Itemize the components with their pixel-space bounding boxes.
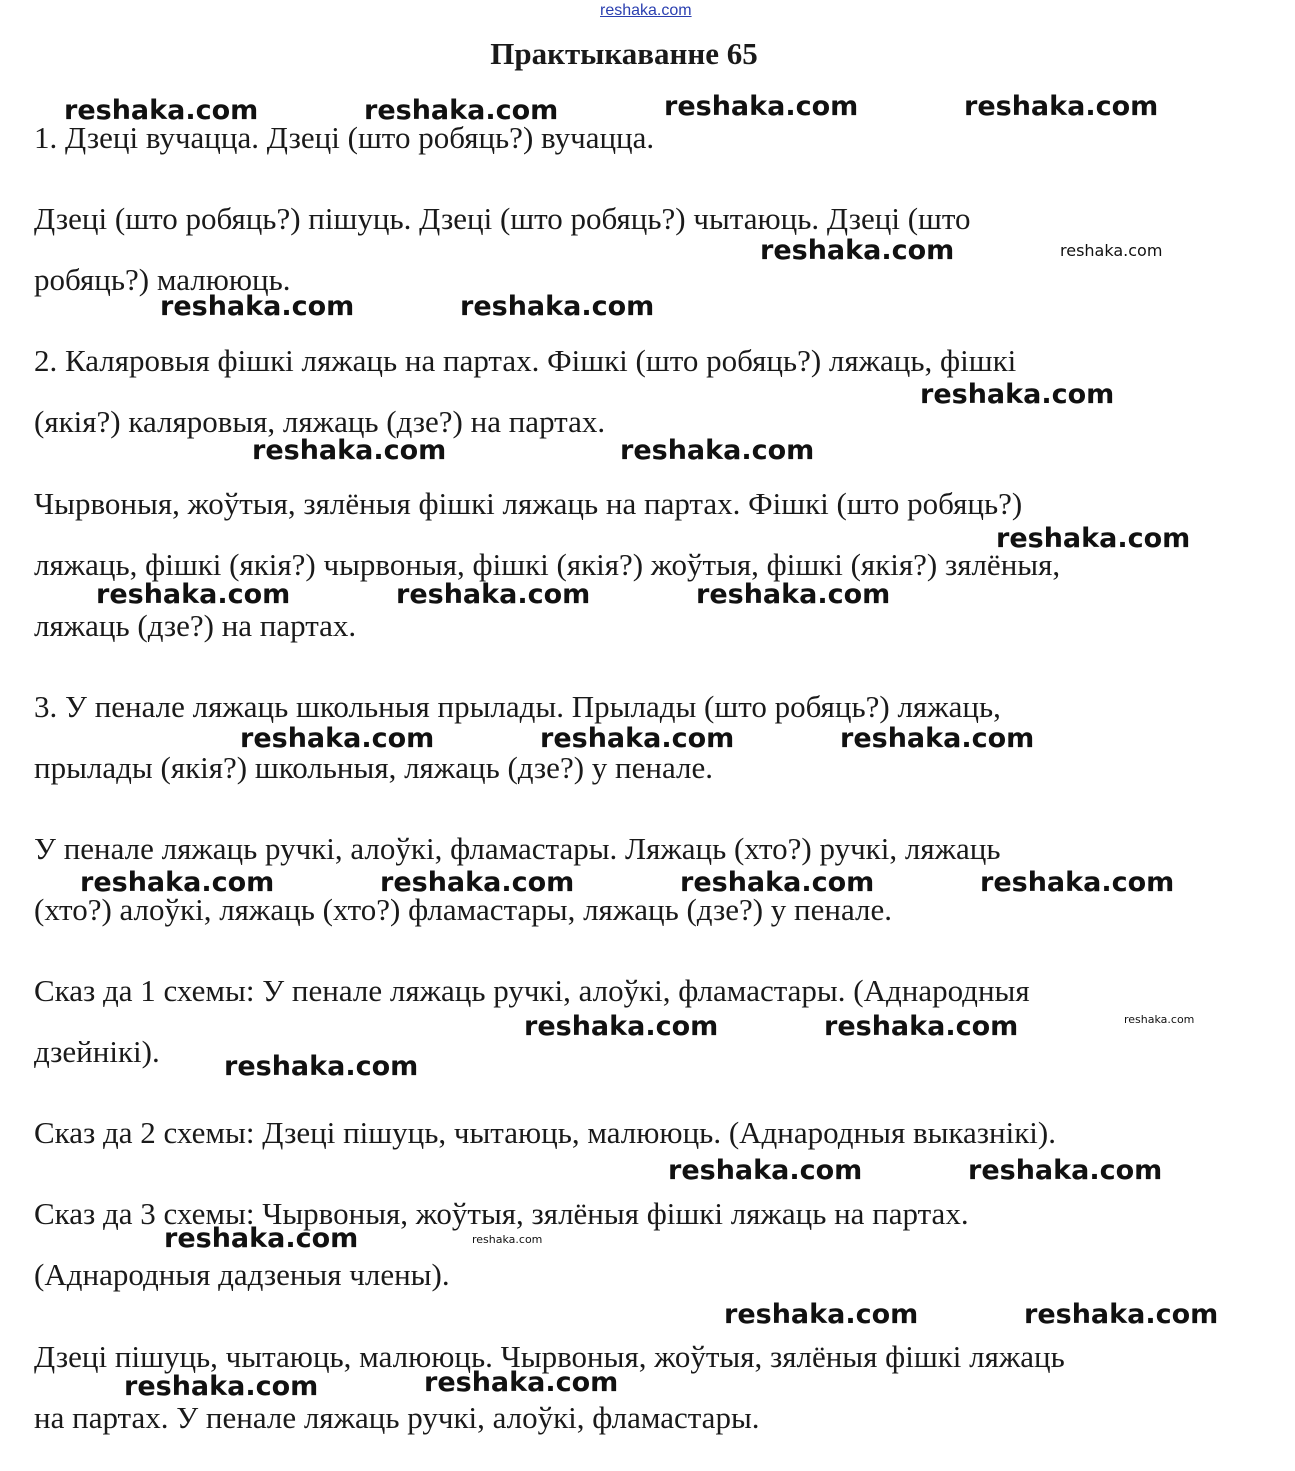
text-line-6: Чырвоныя, жоўтыя, зялёныя фішкі ляжаць на партах. Фішкі (што робяць?) bbox=[34, 486, 1023, 521]
text-line-13: Сказ да 1 схемы: У пенале ляжаць ручкі, алоўкі, фламастары. (Аднародныя bbox=[34, 973, 1030, 1008]
watermark: reshaka.com bbox=[460, 291, 655, 322]
watermark: reshaka.com bbox=[64, 95, 259, 126]
watermark: reshaka.com bbox=[252, 435, 447, 466]
watermark: reshaka.com bbox=[364, 95, 559, 126]
watermark: reshaka.com bbox=[668, 1155, 863, 1186]
text-line-10: прылады (якія?) школьныя, ляжаць (дзе?) у пенале. bbox=[34, 750, 713, 785]
site-mark[interactable]: reshaka.com bbox=[600, 2, 692, 19]
text-line-17: (Аднародныя дадзеныя члены). bbox=[34, 1257, 450, 1292]
watermark: reshaka.com bbox=[724, 1299, 919, 1330]
watermark: reshaka.com bbox=[968, 1155, 1163, 1186]
watermark: reshaka.com bbox=[760, 235, 955, 266]
watermark: reshaka.com bbox=[224, 1051, 419, 1082]
watermark: reshaka.com bbox=[824, 1011, 1019, 1042]
watermark: reshaka.com bbox=[380, 867, 575, 898]
text-line-19: на партах. У пенале ляжаць ручкі, алоўкі, фламастары. bbox=[34, 1400, 760, 1435]
watermark: reshaka.com bbox=[424, 1367, 619, 1398]
text-line-15: Сказ да 2 схемы: Дзеці пішуць, чытаюць, малююць. (Аднародныя выказнікі). bbox=[34, 1115, 1056, 1150]
watermark: reshaka.com bbox=[160, 291, 355, 322]
watermark: reshaka.com bbox=[240, 723, 435, 754]
text-line-14: дзейнікі). bbox=[34, 1034, 160, 1069]
watermark: reshaka.com bbox=[980, 867, 1175, 898]
watermark: reshaka.com bbox=[1124, 1013, 1195, 1026]
watermark: reshaka.com bbox=[472, 1233, 543, 1246]
text-line-11: У пенале ляжаць ручкі, алоўкі, фламастары. Ляжаць (хто?) ручкі, ляжаць bbox=[34, 831, 1001, 866]
text-line-16: Сказ да 3 схемы: Чырвоныя, жоўтыя, зялёныя фішкі ляжаць на партах. bbox=[34, 1196, 969, 1231]
watermark: reshaka.com bbox=[964, 91, 1159, 122]
watermark: reshaka.com bbox=[1060, 241, 1163, 260]
text-line-3: робяць?) малююць. bbox=[34, 262, 291, 297]
text-line-4: 2. Каляровыя фішкі ляжаць на партах. Фішкі (што робяць?) ляжаць, фішкі bbox=[34, 343, 1017, 378]
watermark: reshaka.com bbox=[524, 1011, 719, 1042]
watermark: reshaka.com bbox=[664, 91, 859, 122]
text-line-8: ляжаць (дзе?) на партах. bbox=[34, 608, 357, 643]
page-title: Практыкаванне 65 bbox=[490, 36, 758, 71]
watermark: reshaka.com bbox=[680, 867, 875, 898]
watermark: reshaka.com bbox=[396, 579, 591, 610]
watermark: reshaka.com bbox=[124, 1371, 319, 1402]
watermark: reshaka.com bbox=[164, 1223, 359, 1254]
text-line-12: (хто?) алоўкі, ляжаць (хто?) фламастары, ляжаць (дзе?) у пенале. bbox=[34, 892, 892, 927]
watermark: reshaka.com bbox=[540, 723, 735, 754]
watermark: reshaka.com bbox=[840, 723, 1035, 754]
watermark: reshaka.com bbox=[696, 579, 891, 610]
text-line-2: Дзеці (што робяць?) пішуць. Дзеці (што робяць?) чытаюць. Дзеці (што bbox=[34, 201, 971, 236]
watermark: reshaka.com bbox=[1024, 1299, 1219, 1330]
text-line-18: Дзеці пішуць, чытаюць, малююць. Чырвоныя, жоўтыя, зялёныя фішкі ляжаць bbox=[34, 1339, 1065, 1374]
watermark: reshaka.com bbox=[620, 435, 815, 466]
watermark: reshaka.com bbox=[80, 867, 275, 898]
watermark: reshaka.com bbox=[96, 579, 291, 610]
watermark: reshaka.com bbox=[996, 523, 1191, 554]
watermark: reshaka.com bbox=[920, 379, 1115, 410]
text-line-1: 1. Дзеці вучацца. Дзеці (што робяць?) вучацца. bbox=[34, 120, 655, 155]
text-line-5: (якія?) каляровыя, ляжаць (дзе?) на партах. bbox=[34, 404, 606, 439]
text-line-9: 3. У пенале ляжаць школьныя прылады. Прылады (што робяць?) ляжаць, bbox=[34, 689, 1001, 724]
text-line-7: ляжаць, фішкі (якія?) чырвоныя, фішкі (якія?) жоўтыя, фішкі (якія?) зялёныя, bbox=[34, 547, 1061, 582]
